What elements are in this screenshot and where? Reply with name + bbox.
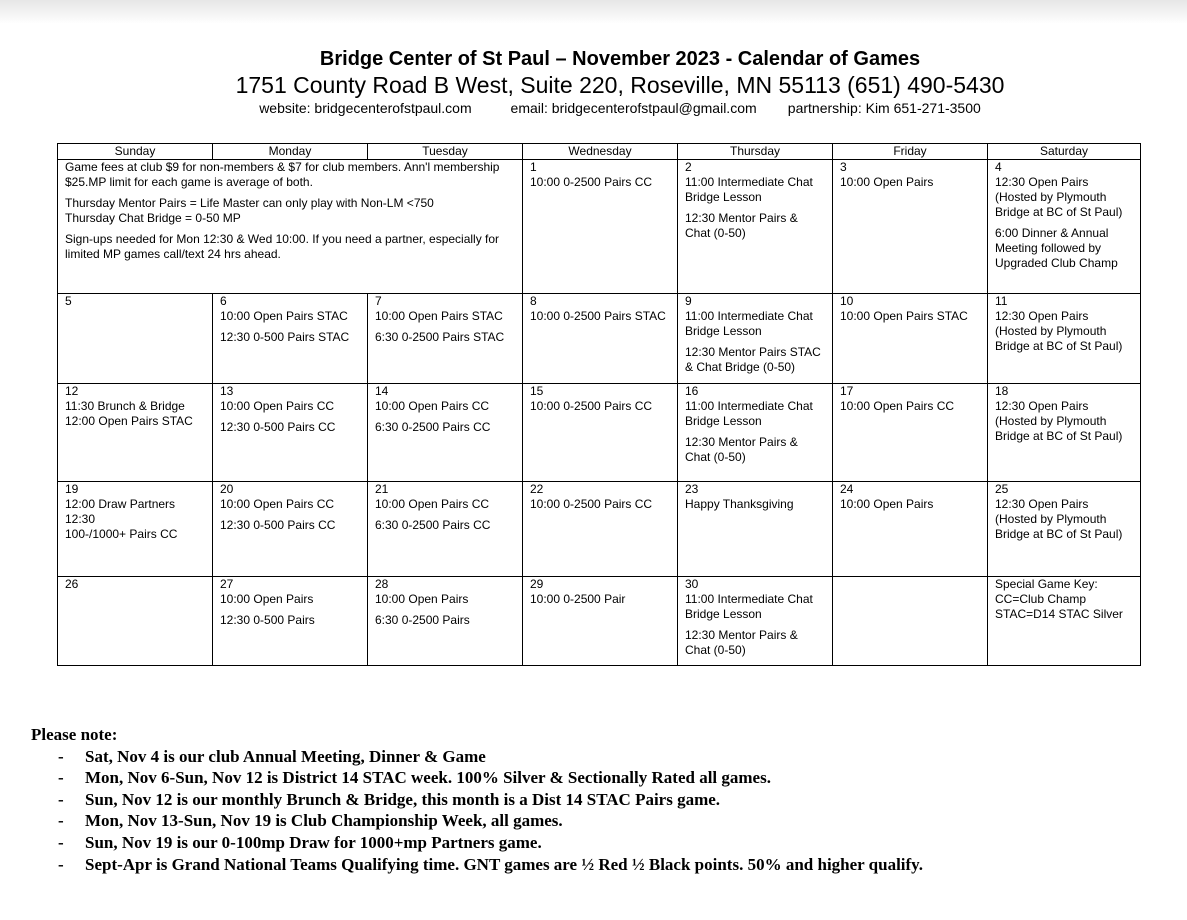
note-bullet: -: [58, 746, 64, 766]
event-entry: 10:00 Open Pairs STAC: [220, 309, 348, 323]
day-cell: [523, 482, 678, 577]
day-number: 27: [220, 577, 234, 591]
event-entry: 11:00 Intermediate Chat Bridge Lesson: [685, 175, 813, 204]
event-entry: 6:30 0-2500 Pairs: [375, 613, 470, 627]
event-entry: 10:00 0-2500 Pairs CC: [530, 497, 653, 511]
calendar-table: [57, 143, 1141, 666]
weekday-header: Tuesday: [368, 144, 523, 160]
weekday-header: Thursday: [678, 144, 833, 160]
day-number: 24: [840, 482, 854, 496]
club-address: 1751 County Road B West, Suite 220, Roseville, MN 55113 (651) 490-5430: [235, 72, 1005, 98]
note-bullet: -: [58, 854, 64, 874]
event-entry: 12:30 Open Pairs (Hosted by Plymouth Bridge at BC of St Paul): [995, 309, 1123, 353]
notes-list: [31, 746, 1171, 876]
day-number: 21: [375, 482, 389, 496]
day-number: 29: [530, 577, 544, 591]
week-row: [58, 294, 1141, 384]
email-text: email: bridgecenterofstpaul@gmail.com: [510, 100, 757, 116]
day-number: 30: [685, 577, 699, 591]
event-entry: 12:30 Open Pairs (Hosted by Plymouth Bridge at BC of St Paul): [995, 497, 1123, 541]
day-cell: [678, 384, 833, 482]
day-cell: [213, 577, 368, 666]
event-entry: 10:00 0-2500 Pairs CC: [530, 399, 653, 413]
event-entry: 11:00 Intermediate Chat Bridge Lesson: [685, 399, 813, 428]
note-text: Mon, Nov 13-Sun, Nov 19 is Club Championship Week, all games.: [85, 811, 563, 831]
event-entry: 6:30 0-2500 Pairs CC: [375, 420, 491, 434]
event-entry: 10:00 Open Pairs CC: [220, 497, 335, 511]
event-entry: 12:30 Mentor Pairs & Chat (0-50): [685, 211, 798, 240]
fee-info-cell: [58, 160, 523, 294]
note-text: Sat, Nov 4 is our club Annual Meeting, Dinner & Game: [85, 746, 486, 766]
event-entry: 10:00 Open Pairs: [220, 592, 314, 606]
day-cell: [678, 294, 833, 384]
note-item: [58, 767, 1171, 789]
event-entry: 11:30 Brunch & Bridge 12:00 Open Pairs STAC: [65, 399, 193, 428]
notes-section: [31, 724, 1171, 875]
day-cell: [523, 384, 678, 482]
event-entry: 10:00 Open Pairs: [840, 497, 934, 511]
event-entry: 12:00 Draw Partners 12:30 100-/1000+ Pairs CC: [65, 497, 178, 541]
day-cell: [988, 294, 1141, 384]
day-number: 4: [995, 160, 1002, 174]
day-number: 9: [685, 294, 692, 308]
day-number: 23: [685, 482, 699, 496]
day-cell: [368, 384, 523, 482]
event-entry: 11:00 Intermediate Chat Bridge Lesson: [685, 592, 813, 621]
day-cell: [368, 577, 523, 666]
day-number: 10: [840, 294, 854, 308]
event-entry: 12:30 0-500 Pairs STAC: [220, 330, 350, 344]
day-number: 15: [530, 384, 544, 398]
day-number: 13: [220, 384, 234, 398]
week-row: [58, 160, 1141, 294]
event-entry: 10:00 0-2500 Pairs STAC: [530, 309, 666, 323]
day-number: 28: [375, 577, 389, 591]
day-cell: [58, 384, 213, 482]
day-cell: [988, 577, 1141, 666]
event-entry: 12:30 Open Pairs (Hosted by Plymouth Bridge at BC of St Paul): [995, 399, 1123, 443]
day-cell: [523, 294, 678, 384]
day-number: 19: [65, 482, 79, 496]
note-bullet: -: [58, 832, 64, 852]
day-cell: [678, 482, 833, 577]
event-entry: 10:00 Open Pairs CC: [840, 399, 955, 413]
event-entry: 12:30 0-500 Pairs CC: [220, 518, 336, 532]
contact-line: [0, 98, 1187, 118]
event-entry: 6:30 0-2500 Pairs STAC: [375, 330, 505, 344]
note-item: [58, 832, 1171, 854]
weekday-header: Wednesday: [523, 144, 678, 160]
event-entry: 6:30 0-2500 Pairs CC: [375, 518, 491, 532]
note-item: [58, 810, 1171, 832]
event-entry: Special Game Key: CC=Club Champ STAC=D14 STAC Silver: [995, 577, 1123, 621]
week-row: [58, 482, 1141, 577]
day-cell: [523, 160, 678, 294]
notes-heading: Please note:: [31, 725, 118, 744]
day-cell: [523, 577, 678, 666]
note-item: [58, 746, 1171, 768]
day-number: 1: [530, 160, 537, 174]
weekday-header: Monday: [213, 144, 368, 160]
day-cell: [368, 482, 523, 577]
note-text: Sun, Nov 19 is our 0-100mp Draw for 1000+mp Partners game.: [85, 832, 542, 852]
note-text: Sept-Apr is Grand National Teams Qualifying time. GNT games are ½ Red ½ Black points. 50% and higher qualify.: [85, 854, 923, 874]
day-cell: [988, 160, 1141, 294]
event-entry: 10:00 Open Pairs: [375, 592, 469, 606]
event-entry: 10:00 Open Pairs CC: [375, 497, 490, 511]
day-number: 17: [840, 384, 854, 398]
event-entry: 12:30 Mentor Pairs STAC & Chat Bridge (0-50): [685, 345, 821, 374]
event-entry: 12:30 Mentor Pairs & Chat (0-50): [685, 628, 798, 657]
day-number: 12: [65, 384, 79, 398]
day-cell: [833, 160, 988, 294]
day-cell: [988, 384, 1141, 482]
day-number: 2: [685, 160, 692, 174]
website-text: website: bridgecenterofstpaul.com: [259, 100, 472, 116]
week-row: [58, 577, 1141, 666]
day-cell: [58, 294, 213, 384]
day-cell: [678, 160, 833, 294]
day-number: 7: [375, 294, 382, 308]
event-entry: 11:00 Intermediate Chat Bridge Lesson: [685, 309, 813, 338]
day-cell: [833, 577, 988, 666]
event-entry: 12:30 Open Pairs (Hosted by Plymouth Bridge at BC of St Paul): [995, 175, 1123, 219]
day-cell: [58, 482, 213, 577]
note-bullet: -: [58, 811, 64, 831]
day-cell: [833, 294, 988, 384]
day-cell: [368, 294, 523, 384]
event-entry: Happy Thanksgiving: [685, 497, 794, 511]
day-number: 18: [995, 384, 1009, 398]
day-cell: [213, 294, 368, 384]
note-bullet: -: [58, 768, 64, 788]
day-cell: [833, 384, 988, 482]
event-entry: 10:00 Open Pairs STAC: [375, 309, 503, 323]
document-title: Bridge Center of St Paul – November 2023 - Calendar of Games: [319, 48, 921, 70]
event-entry: 10:00 Open Pairs CC: [375, 399, 490, 413]
day-number: 14: [375, 384, 389, 398]
page-top-shadow: [0, 0, 1187, 24]
note-text: Sun, Nov 12 is our monthly Brunch & Bridge, this month is a Dist 14 STAC Pairs game.: [85, 789, 721, 809]
event-entry: 10:00 Open Pairs CC: [220, 399, 335, 413]
event-entry: 12:30 0-500 Pairs CC: [220, 420, 336, 434]
day-number: 20: [220, 482, 234, 496]
day-cell: [678, 577, 833, 666]
event-entry: 12:30 0-500 Pairs: [220, 613, 315, 627]
day-number: 25: [995, 482, 1009, 496]
partnership-text: partnership: Kim 651-271-3500: [787, 100, 981, 116]
day-cell: [988, 482, 1141, 577]
day-number: 3: [840, 160, 847, 174]
day-number: 8: [530, 294, 537, 308]
event-entry: 12:30 Mentor Pairs & Chat (0-50): [685, 435, 798, 464]
day-cell: [213, 384, 368, 482]
day-number: 11: [995, 294, 1008, 308]
day-number: 22: [530, 482, 544, 496]
event-entry: 10:00 0-2500 Pair: [530, 592, 626, 606]
day-cell: [213, 482, 368, 577]
day-cell: [58, 577, 213, 666]
fee-info-paragraph: Thursday Mentor Pairs = Life Master can only play with Non-LM <750 Thursday Chat Bridge = 0-50 MP: [65, 196, 434, 225]
event-entry: 6:00 Dinner & Annual Meeting followed by Upgraded Club Champ: [995, 226, 1118, 270]
day-number: 6: [220, 294, 227, 308]
event-entry: 10:00 Open Pairs STAC: [840, 309, 968, 323]
day-cell: [833, 482, 988, 577]
weekday-header: Friday: [833, 144, 988, 160]
note-bullet: -: [58, 789, 64, 809]
weekday-header: Saturday: [988, 144, 1141, 160]
fee-info-paragraph: Game fees at club $9 for non-members & $7 for club members. Ann'l membership $25.MP limit for each game is average of both.: [65, 160, 500, 189]
event-entry: 10:00 Open Pairs: [840, 175, 934, 189]
weekday-header-row: [58, 144, 1141, 160]
note-item: [58, 789, 1171, 811]
day-number: 26: [65, 577, 79, 591]
day-number: 16: [685, 384, 699, 398]
document-header: [0, 46, 1187, 118]
weekday-header: Sunday: [58, 144, 213, 160]
note-item: [58, 854, 1171, 876]
day-number: 5: [65, 294, 72, 308]
week-row: [58, 384, 1141, 482]
event-entry: 10:00 0-2500 Pairs CC: [530, 175, 653, 189]
fee-info-paragraph: Sign-ups needed for Mon 12:30 & Wed 10:00. If you need a partner, especially for limited MP games call/text 24 hrs ahead.: [65, 232, 500, 261]
note-text: Mon, Nov 6-Sun, Nov 12 is District 14 STAC week. 100% Silver & Sectionally Rated all games.: [85, 768, 771, 788]
